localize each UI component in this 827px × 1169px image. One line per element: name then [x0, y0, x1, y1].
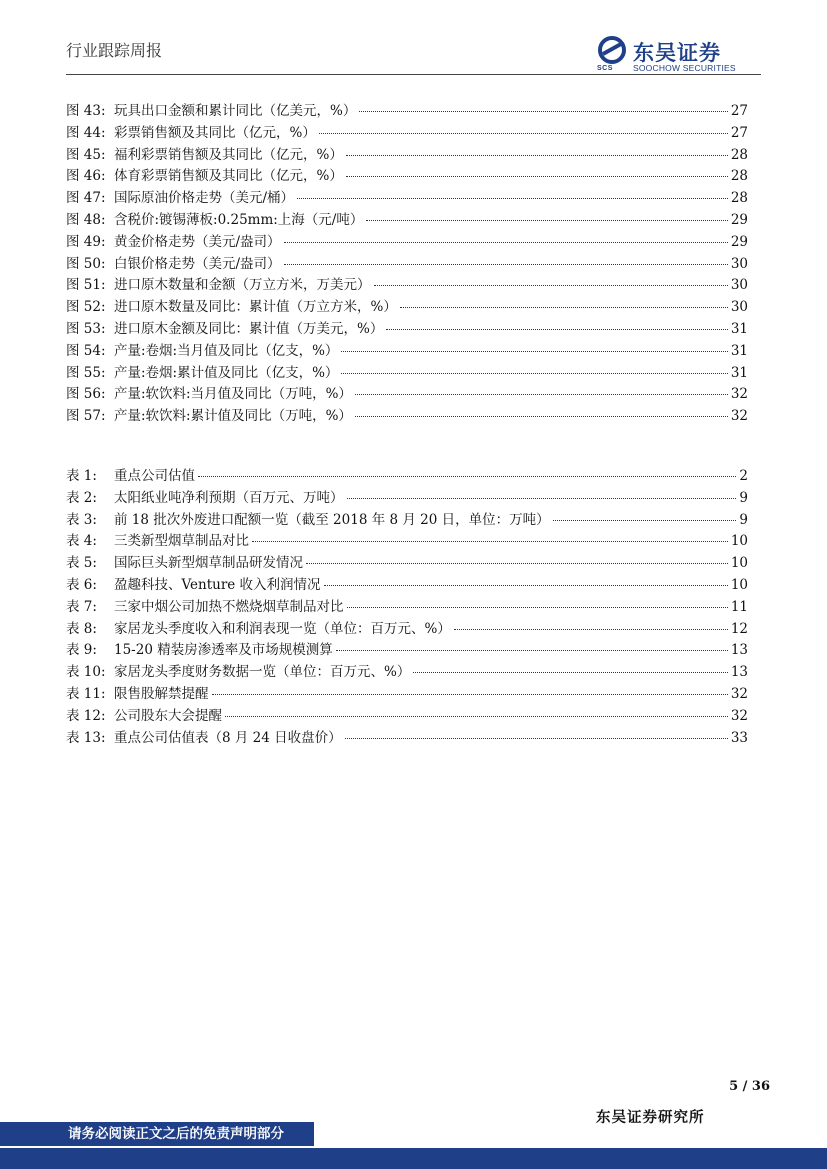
- toc-entry[interactable]: [66, 638, 748, 660]
- brand-abbr: SCS: [597, 65, 613, 72]
- toc-entry-title: 三类新型烟草制品对比: [114, 533, 249, 550]
- toc-entry-title: 产量:卷烟:累计值及同比（亿支，%）: [114, 364, 339, 381]
- toc-entry-page: 30: [730, 255, 748, 272]
- toc-entry-title: 家居龙头季度收入和利润表现一览（单位：百万元、%）: [114, 620, 451, 637]
- toc-leader-dots: [297, 198, 728, 199]
- figure-list: [66, 99, 748, 426]
- toc-leader-dots: [284, 264, 728, 265]
- toc-entry-title: 进口原木金额及同比：累计值（万美元，%）: [114, 320, 384, 337]
- institute-name: 东吴证券研究所: [596, 1110, 705, 1126]
- toc-leader-dots: [252, 541, 728, 542]
- toc-entry-page: 9: [739, 511, 748, 528]
- toc-entry-page: 32: [730, 408, 748, 425]
- toc-entry[interactable]: [66, 660, 748, 682]
- toc-entry[interactable]: [66, 726, 748, 748]
- toc-entry-label: 图 50:: [66, 255, 106, 272]
- toc-leader-dots: [400, 307, 728, 308]
- toc-leader-dots: [284, 242, 728, 243]
- toc-leader-dots: [346, 155, 728, 156]
- toc-entry-page: 28: [730, 168, 748, 185]
- toc-entry-title: 前 18 批次外废进口配额一览（截至 2018 年 8 月 20 日，单位：万吨）: [114, 511, 550, 528]
- toc-leader-dots: [386, 329, 727, 330]
- toc-entry-label: 图 55:: [66, 364, 106, 381]
- toc-entry-page: 29: [730, 211, 748, 228]
- toc-entry-label: 图 43:: [66, 103, 106, 119]
- toc-entry-page: 11: [730, 598, 748, 615]
- toc-entry-page: 27: [730, 124, 748, 141]
- toc-entry[interactable]: [66, 508, 748, 530]
- toc-entry[interactable]: [66, 273, 748, 295]
- toc-entry[interactable]: [66, 317, 748, 339]
- toc-leader-dots: [341, 373, 727, 374]
- toc-entry[interactable]: [66, 361, 748, 383]
- toc-entry-label: 表 6:: [66, 576, 97, 593]
- toc-entry[interactable]: [66, 252, 748, 274]
- toc-entry-label: 表 4:: [66, 533, 97, 550]
- toc-entry-page: 13: [730, 664, 748, 681]
- toc-leader-dots: [336, 650, 728, 651]
- toc-leader-dots: [366, 220, 727, 221]
- toc-entry-label: 图 47:: [66, 190, 106, 207]
- toc-entry[interactable]: [66, 486, 748, 508]
- toc-leader-dots: [346, 176, 728, 177]
- brand-name-en: SOOCHOW SECURITIES: [633, 63, 736, 73]
- toc-leader-dots: [347, 607, 728, 608]
- toc-leader-dots: [212, 694, 728, 695]
- toc-leader-dots: [306, 563, 728, 564]
- toc-entry-label: 图 54:: [66, 342, 106, 359]
- toc-leader-dots: [553, 520, 737, 521]
- toc-entry[interactable]: [66, 143, 748, 165]
- toc-entry-label: 表 1:: [66, 468, 97, 484]
- toc-entry-label: 图 48:: [66, 211, 106, 228]
- toc-entry-page: 13: [730, 642, 748, 659]
- toc-entry[interactable]: [66, 529, 748, 551]
- toc-entry-page: 27: [730, 103, 748, 119]
- toc-leader-dots: [198, 476, 736, 477]
- toc-entry[interactable]: [66, 617, 748, 639]
- toc-leader-dots: [324, 585, 728, 586]
- toc-entry-page: 28: [730, 146, 748, 163]
- toc-entry-label: 表 9:: [66, 642, 97, 659]
- toc-entry-page: 30: [730, 299, 748, 316]
- toc-entry-page: 9: [739, 489, 748, 506]
- toc-entry-label: 图 46:: [66, 168, 106, 185]
- toc-entry-title: 福利彩票销售额及其同比（亿元，%）: [114, 146, 343, 163]
- toc-leader-dots: [345, 738, 728, 739]
- toc-entry[interactable]: [66, 99, 748, 121]
- toc-leader-dots: [319, 133, 728, 134]
- toc-entry[interactable]: [66, 551, 748, 573]
- toc-entry[interactable]: [66, 295, 748, 317]
- toc-entry-title: 进口原木数量和金额（万立方米，万美元）: [114, 277, 371, 294]
- toc-entry-page: 32: [730, 685, 748, 702]
- toc-entry-title: 15-20 精装房渗透率及市场规模测算: [114, 642, 333, 659]
- toc-entry-title: 盈趣科技、Venture 收入利润情况: [114, 576, 321, 593]
- toc-entry-page: 31: [730, 320, 748, 337]
- toc-entry-label: 表 5:: [66, 555, 97, 572]
- toc-entry-page: 33: [730, 729, 748, 746]
- toc-entry[interactable]: [66, 704, 748, 726]
- toc-entry-label: 表 11:: [66, 685, 106, 702]
- toc-entry-title: 限售股解禁提醒: [114, 685, 209, 702]
- disclaimer-banner: 请务必阅读正文之后的免责声明部分: [0, 1122, 314, 1146]
- toc-entry[interactable]: [66, 682, 748, 704]
- report-type: 行业跟踪周报: [66, 41, 163, 60]
- toc-entry-label: 图 44:: [66, 124, 106, 141]
- toc-entry[interactable]: [66, 164, 748, 186]
- brand-name-cn: 东吴证券: [633, 41, 721, 65]
- toc-entry[interactable]: [66, 404, 748, 426]
- toc-leader-dots: [355, 416, 728, 417]
- toc-entry-page: 10: [730, 576, 748, 593]
- toc-entry-label: 图 53:: [66, 320, 106, 337]
- toc-entry[interactable]: [66, 464, 748, 486]
- page-indicator: 5 / 36: [729, 1079, 770, 1094]
- toc-leader-dots: [355, 394, 728, 395]
- toc-entry-page: 2: [739, 468, 748, 484]
- toc-entry[interactable]: [66, 121, 748, 143]
- toc-entry-label: 图 57:: [66, 408, 106, 425]
- toc-entry-title: 太阳纸业吨净利预期（百万元、万吨）: [114, 489, 344, 506]
- toc-entry-page: 29: [730, 233, 748, 250]
- toc-entry-title: 白银价格走势（美元/盎司）: [114, 255, 281, 272]
- toc-entry[interactable]: [66, 186, 748, 208]
- toc-entry-page: 32: [730, 707, 748, 724]
- toc-leader-dots: [359, 111, 727, 112]
- toc-entry-label: 表 13:: [66, 729, 106, 746]
- toc-entry-title: 含税价:镀锡薄板:0.25mm:上海（元/吨）: [114, 211, 364, 228]
- brand-logo-icon: [597, 36, 627, 66]
- toc-entry-title: 产量:软饮料:当月值及同比（万吨，%）: [114, 386, 352, 403]
- toc-entry-title: 彩票销售额及其同比（亿元，%）: [114, 124, 316, 141]
- toc-entry-page: 12: [730, 620, 748, 637]
- toc-entry-page: 31: [730, 342, 748, 359]
- toc-entry-title: 重点公司估值: [114, 468, 195, 484]
- toc-entry-title: 体育彩票销售额及其同比（亿元，%）: [114, 168, 343, 185]
- toc-entry-page: 10: [730, 555, 748, 572]
- toc-entry[interactable]: [66, 339, 748, 361]
- toc-entry-label: 图 51:: [66, 277, 106, 294]
- toc-leader-dots: [374, 285, 728, 286]
- toc-entry-page: 10: [730, 533, 748, 550]
- toc-entry[interactable]: [66, 230, 748, 252]
- toc-entry-label: 表 3:: [66, 511, 97, 528]
- toc-entry-title: 家居龙头季度财务数据一览（单位：百万元、%）: [114, 664, 411, 681]
- toc-entry-label: 表 10:: [66, 664, 106, 681]
- toc-entry-label: 表 2:: [66, 489, 97, 506]
- toc-entry-title: 国际原油价格走势（美元/桶）: [114, 190, 295, 207]
- toc-entry-label: 图 45:: [66, 146, 106, 163]
- header-divider: [66, 74, 761, 75]
- toc-entry-page: 30: [730, 277, 748, 294]
- toc-entry-title: 玩具出口金额和累计同比（亿美元，%）: [114, 103, 357, 119]
- toc-entry-title: 重点公司估值表（8 月 24 日收盘价）: [114, 729, 342, 746]
- footer-bar: [0, 1148, 827, 1169]
- toc-leader-dots: [341, 351, 727, 352]
- toc-entry-label: 表 12:: [66, 707, 106, 724]
- toc-entry-label: 图 49:: [66, 233, 106, 250]
- toc-leader-dots: [413, 672, 727, 673]
- toc-leader-dots: [454, 629, 728, 630]
- toc-entry-label: 表 8:: [66, 620, 97, 637]
- toc-entry-label: 表 7:: [66, 598, 97, 615]
- toc-entry[interactable]: [66, 573, 748, 595]
- toc-entry[interactable]: [66, 208, 748, 230]
- toc-entry-page: 28: [730, 190, 748, 207]
- toc-leader-dots: [225, 716, 728, 717]
- table-list: [66, 464, 748, 747]
- toc-entry[interactable]: [66, 595, 748, 617]
- toc-entry-label: 图 56:: [66, 386, 106, 403]
- brand-logo: [597, 36, 765, 76]
- toc-entry-title: 公司股东大会提醒: [114, 707, 222, 724]
- toc-entry-title: 产量:卷烟:当月值及同比（亿支，%）: [114, 342, 339, 359]
- toc-entry-label: 图 52:: [66, 299, 106, 316]
- toc-entry[interactable]: [66, 382, 748, 404]
- toc-entry-title: 产量:软饮料:累计值及同比（万吨，%）: [114, 408, 352, 425]
- toc-entry-title: 进口原木数量及同比：累计值（万立方米，%）: [114, 299, 397, 316]
- toc-entry-title: 三家中烟公司加热不燃烧烟草制品对比: [114, 598, 344, 615]
- toc-entry-title: 国际巨头新型烟草制品研发情况: [114, 555, 303, 572]
- toc-leader-dots: [347, 498, 737, 499]
- toc-entry-title: 黄金价格走势（美元/盎司）: [114, 233, 281, 250]
- toc-entry-page: 32: [730, 386, 748, 403]
- toc-entry-page: 31: [730, 364, 748, 381]
